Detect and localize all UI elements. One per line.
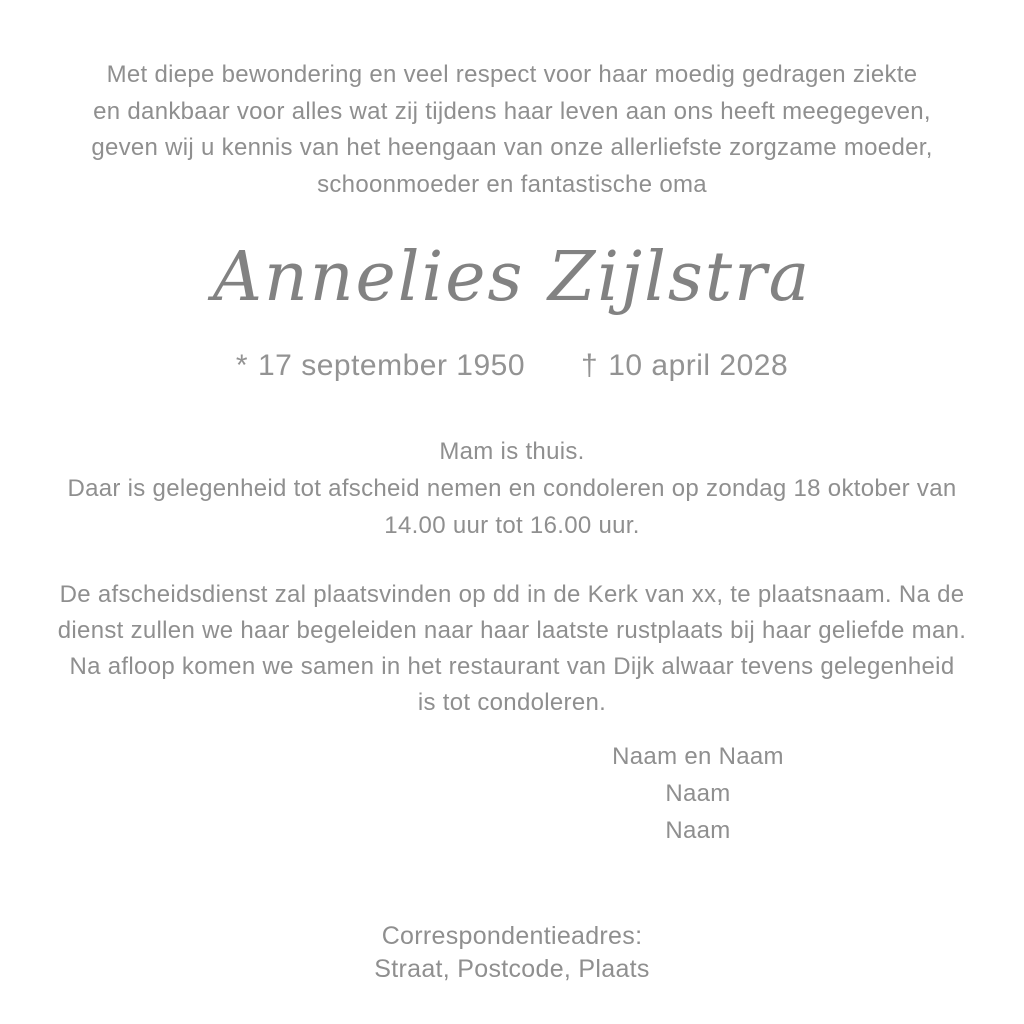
intro-line: schoonmoeder en fantastische oma xyxy=(317,170,707,198)
correspondence-label: Correspondentieadres: xyxy=(381,922,643,950)
visitation-line: Mam is thuis. xyxy=(439,438,585,465)
family-name-line: Naam xyxy=(665,817,731,844)
visitation-line: Daar is gelegenheid tot afscheid nemen en condoleren op zondag 18 oktober van xyxy=(67,475,957,502)
birth-date xyxy=(236,344,525,388)
service-line: is tot condoleren. xyxy=(417,689,607,716)
intro-line: geven wij u kennis van het heengaan van onze allerliefste zorgzame moeder, xyxy=(91,134,933,161)
correspondence-address: Straat, Postcode, Plaats xyxy=(374,955,650,983)
service-paragraph xyxy=(0,577,1024,721)
service-line: Na afloop komen we samen in het restaurant van Dijk alwaar tevens gelegenheid xyxy=(69,653,955,680)
deceased-name xyxy=(0,212,1024,342)
correspondence-block xyxy=(0,920,1024,986)
service-line: De afscheidsdienst zal plaatsvinden op dd in de Kerk van xx, te plaatsnaam. Na de xyxy=(59,581,965,608)
death-cross-symbol: † xyxy=(581,349,599,382)
family-name-line: Naam en Naam xyxy=(612,743,784,770)
service-line: dienst zullen we haar begeleiden naar haar laatste rustplaats bij haar geliefde man. xyxy=(57,617,967,644)
birth-star-symbol: * xyxy=(235,349,248,382)
deceased-name-text: Annelies Zijlstra xyxy=(212,237,812,317)
family-names xyxy=(372,738,1024,849)
visitation-line: 14.00 uur tot 16.00 uur. xyxy=(384,512,640,539)
family-name-line: Naam xyxy=(665,780,731,807)
visitation-paragraph xyxy=(0,433,1024,544)
intro-paragraph xyxy=(0,57,1024,203)
death-date-text: 10 april 2028 xyxy=(608,349,789,382)
life-dates xyxy=(0,344,1024,388)
intro-line: en dankbaar voor alles wat zij tijdens haar leven aan ons heeft meegegeven, xyxy=(93,97,931,125)
birth-date-text: 17 september 1950 xyxy=(258,349,526,382)
death-date xyxy=(581,344,788,388)
intro-line: Met diepe bewondering en veel respect voor haar moedig gedragen ziekte xyxy=(106,61,918,88)
